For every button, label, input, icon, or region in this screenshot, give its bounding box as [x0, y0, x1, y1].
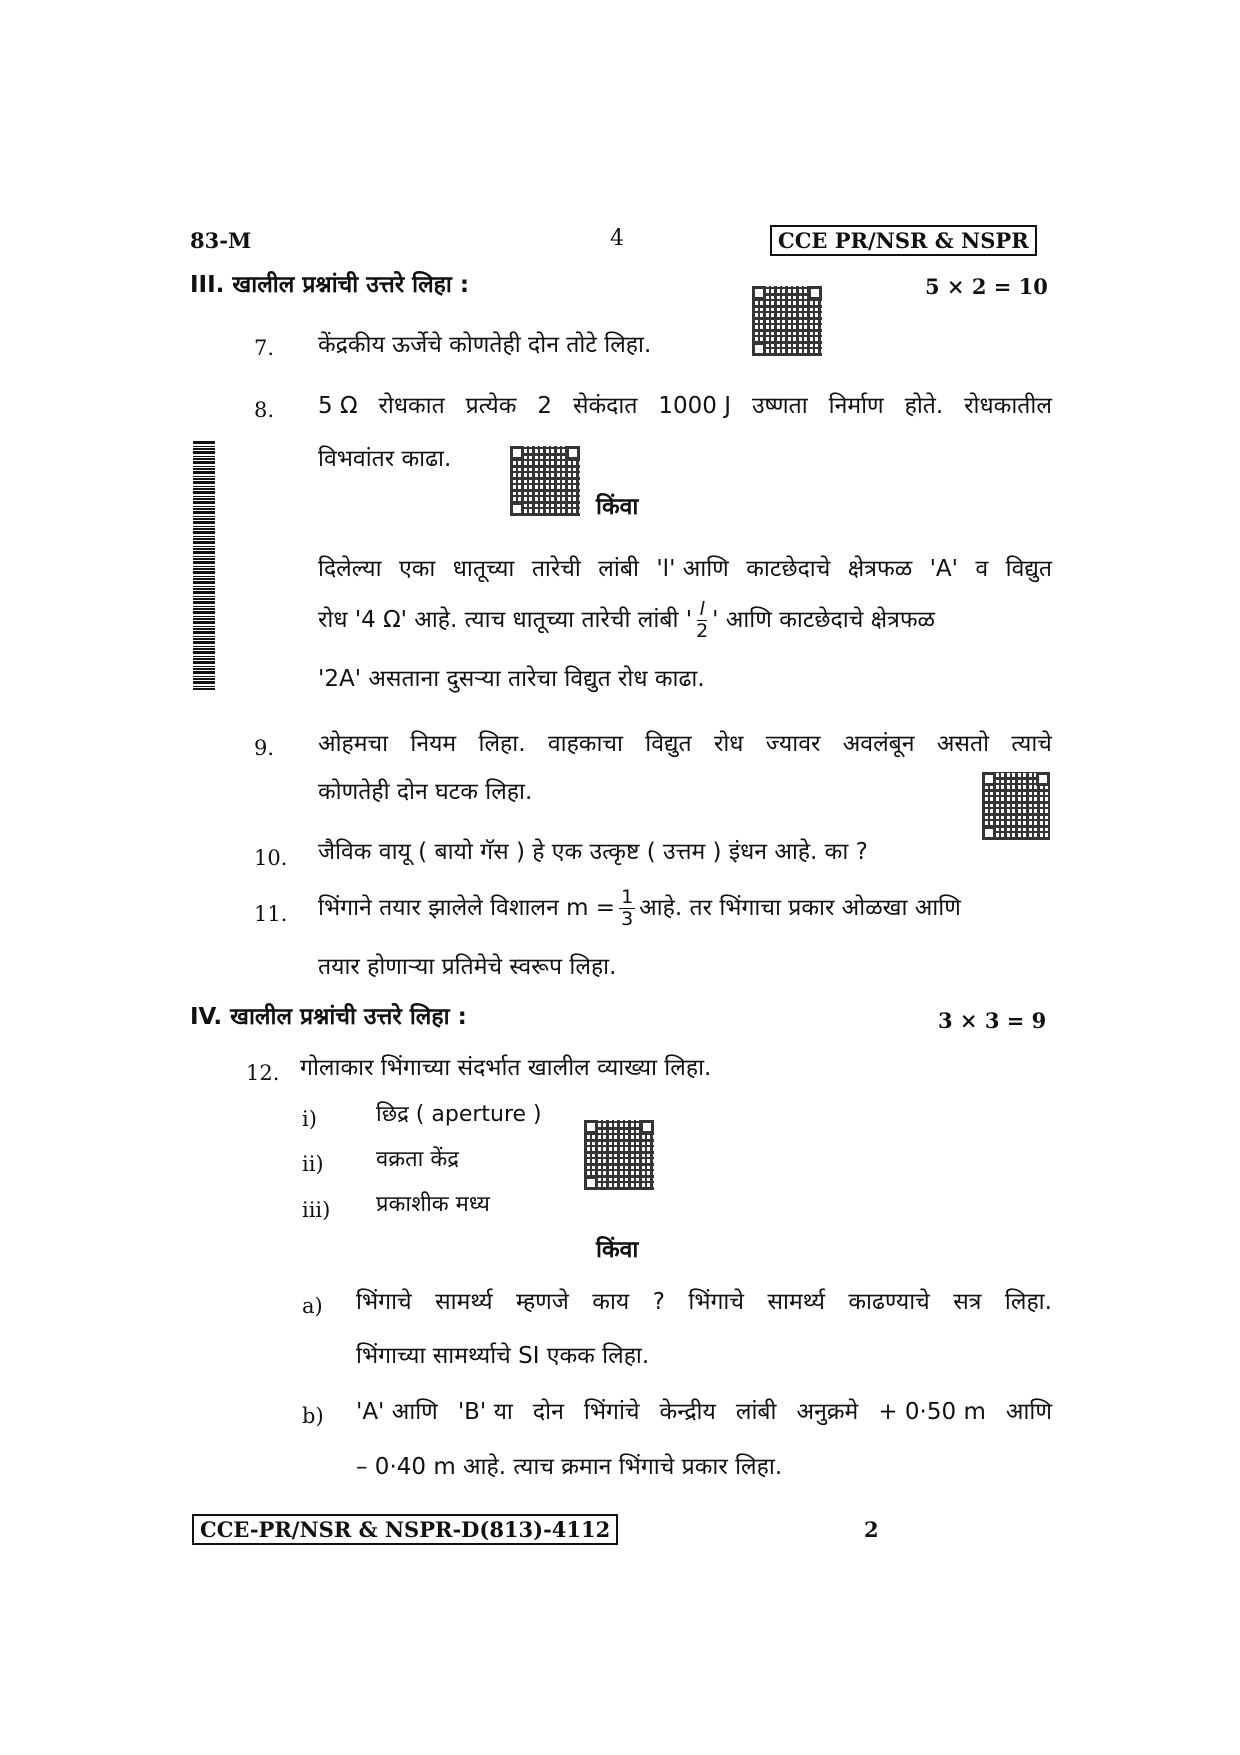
q12-a-line-1-word: लिहा. [1004, 1289, 1052, 1315]
q12-a-line-1-word: काय [592, 1289, 630, 1315]
q12-item-3-text: प्रकाशीक मध्य [376, 1192, 490, 1217]
q12-a-line-1-word: भिंगाचे [356, 1289, 412, 1315]
q12-item-1-label: i) [302, 1107, 317, 1131]
q8-alt-line-1-word: धातूच्या [452, 556, 515, 582]
q12-text: गोलाकार भिंगाच्या संदर्भात खालील व्याख्या लिहा. [300, 1055, 712, 1081]
q8-alt-line-1-word: एका [399, 556, 436, 582]
section-4-title: IV. खालील प्रश्नांची उत्तरे लिहा : [190, 1004, 467, 1030]
q12-number: 12. [246, 1061, 280, 1085]
q12-item-1-text: छिद्र ( aperture ) [376, 1102, 542, 1127]
q7-text: केंद्रकीय ऊर्जेचे कोणतेही दोन तोटे लिहा. [318, 332, 652, 358]
series-box: CCE PR/NSR & NSPR [770, 225, 1037, 256]
q9-line-2: कोणतेही दोन घटक लिहा. [318, 779, 533, 805]
q9-line-1-word: अवलंबून [842, 731, 915, 757]
q8-line-1-word: 5 Ω [318, 393, 358, 419]
q12-b-line-1-word: 'B' या [457, 1399, 513, 1425]
q8-line-1-word: निर्माण [828, 393, 884, 419]
q12-b-label: b) [302, 1404, 324, 1428]
q12-item-2-label: ii) [302, 1152, 324, 1176]
q12-b-line-2: – 0·40 m आहे. त्याच क्रमान भिंगाचे प्रकार लिहा. [356, 1454, 783, 1480]
q12-b-line-1 [356, 1399, 1052, 1427]
footer-code-box: CCE-PR/NSR & NSPR-D(813)-4112 [192, 1514, 618, 1545]
section-3-marks: 5 × 2 = 10 [925, 274, 1048, 299]
barcode-icon [193, 440, 215, 690]
q11-line-1-b: आहे. तर भिंगाचा प्रकार ओळखा आणि [639, 895, 961, 921]
qr-code-icon [982, 772, 1050, 840]
q8-line-1-word: उष्णता [751, 393, 808, 419]
q8-alt-line-1-word: काटछेदाचे [746, 556, 831, 582]
q12-item-3-label: iii) [302, 1198, 331, 1222]
q9-line-1-word: नियम [410, 731, 457, 757]
q9-line-1-word: वाहकाचा [547, 731, 623, 757]
qr-code-icon [584, 1120, 654, 1190]
q12-or: किंवा [596, 1237, 639, 1263]
page-number: 4 [610, 226, 624, 251]
q8-number: 8. [254, 398, 275, 422]
q12-b-line-1-word: अनुक्रमे [796, 1399, 859, 1425]
q8-fraction [696, 600, 708, 641]
q9-line-1-word: त्याचे [1011, 731, 1052, 757]
q12-a-line-1 [356, 1289, 1052, 1317]
q11-frac-num: 1 [621, 886, 634, 908]
q8-alt-line-1-word: 'l' आणि [656, 556, 729, 582]
q12-b-line-1-word: + 0·50 m [878, 1399, 986, 1425]
q8-line-1-word: सेकंदात [572, 393, 638, 419]
q8-line-1-word: रोधकात [378, 393, 445, 419]
q12-b-line-1-word: आणि [1005, 1399, 1052, 1425]
q11-fraction [619, 888, 635, 929]
q12-a-line-1-word: काढण्याचे [848, 1289, 930, 1315]
q10-number: 10. [254, 846, 288, 870]
q12-b-line-1-word: 'A' आणि [356, 1399, 438, 1425]
q12-a-line-1-word: म्हणजे [516, 1289, 569, 1315]
q8-alt-line-3: '2A' असताना दुसऱ्या तारेचा विद्युत रोध काढा. [318, 666, 705, 692]
q9-line-1-word: रोध [713, 731, 744, 757]
q8-line-1 [318, 393, 1052, 421]
q7-number: 7. [254, 336, 275, 360]
sheet-number: 2 [864, 1517, 879, 1542]
q8-alt-line-1-word: व [975, 556, 989, 582]
q11-line-2: तयार होणाऱ्या प्रतिमेचे स्वरूप लिहा. [318, 954, 617, 980]
q8-or: किंवा [596, 494, 639, 520]
q11-number: 11. [254, 902, 288, 926]
q12-a-line-1-word: सत्र [953, 1289, 982, 1315]
q8-alt-line-1-word: विद्युत [1005, 556, 1052, 582]
q12-b-line-1-word: भिंगांचे [583, 1399, 640, 1425]
q9-number: 9. [254, 736, 275, 760]
q11-frac-den: 3 [621, 908, 634, 930]
q8-alt-line-2 [318, 600, 935, 641]
qr-code-icon [510, 446, 580, 516]
q8-alt-line-2-b: ' आणि काटछेदाचे क्षेत्रफळ [712, 607, 936, 633]
q12-a-label: a) [302, 1294, 323, 1318]
section-3-title: III. खालील प्रश्नांची उत्तरे लिहा : [190, 272, 470, 298]
q8-alt-line-1-word: लांबी [598, 556, 639, 582]
q12-b-line-1-word: दोन [532, 1399, 564, 1425]
q8-alt-line-1-word: दिलेल्या [318, 556, 382, 582]
q12-item-2-text: वक्रता केंद्र [376, 1147, 459, 1172]
q9-line-1 [318, 731, 1052, 759]
q8-alt-line-1-word: 'A' [929, 556, 958, 582]
q8-line-2: विभवांतर काढा. [318, 446, 452, 472]
paper-code: 83-M [190, 228, 252, 253]
q8-line-1-word: होते. [904, 393, 944, 419]
q8-line-1-word: प्रत्येक [465, 393, 517, 419]
q9-line-1-word: ज्यावर [765, 731, 821, 757]
q8-line-1-word: रोधकातील [964, 393, 1052, 419]
q8-alt-line-1-word: तारेची [531, 556, 581, 582]
q12-a-line-2: भिंगाच्या सामर्थ्याचे SI एकक लिहा. [356, 1343, 650, 1369]
q10-text: जैविक वायू ( बायो गॅस ) हे एक उत्कृष्ट ( उत्तम ) इंधन आहे. का ? [318, 839, 868, 865]
q12-a-line-1-word: सामर्थ्य [435, 1289, 493, 1315]
q8-line-1-word: 2 [537, 393, 552, 419]
q8-alt-line-2-a: रोध '4 Ω' आहे. त्याच धातूच्या तारेची लांबी ' [318, 607, 693, 633]
q12-a-line-1-word: भिंगाचे [688, 1289, 744, 1315]
q8-alt-line-1 [318, 556, 1052, 584]
qr-code-icon [752, 286, 822, 356]
q8-line-1-word: 1000 J [658, 393, 732, 419]
q8-frac-num: l [699, 598, 705, 620]
q9-line-1-word: ओहमचा [318, 731, 389, 757]
q11-line-1 [318, 888, 961, 929]
q9-line-1-word: लिहा. [478, 731, 526, 757]
section-4-marks: 3 × 3 = 9 [938, 1008, 1047, 1033]
q12-b-line-1-word: लांबी [735, 1399, 777, 1425]
q12-a-line-1-word: सामर्थ्य [767, 1289, 825, 1315]
q11-line-1-a: भिंगाने तयार झालेले विशालन m = [318, 895, 616, 921]
q9-line-1-word: विद्युत [645, 731, 692, 757]
q12-a-line-1-word: ? [652, 1289, 665, 1315]
q8-alt-line-1-word: क्षेत्रफळ [847, 556, 913, 582]
q12-b-line-1-word: केन्द्रीय [659, 1399, 716, 1425]
q8-frac-den: 2 [696, 620, 709, 642]
q9-line-1-word: असतो [936, 731, 990, 757]
